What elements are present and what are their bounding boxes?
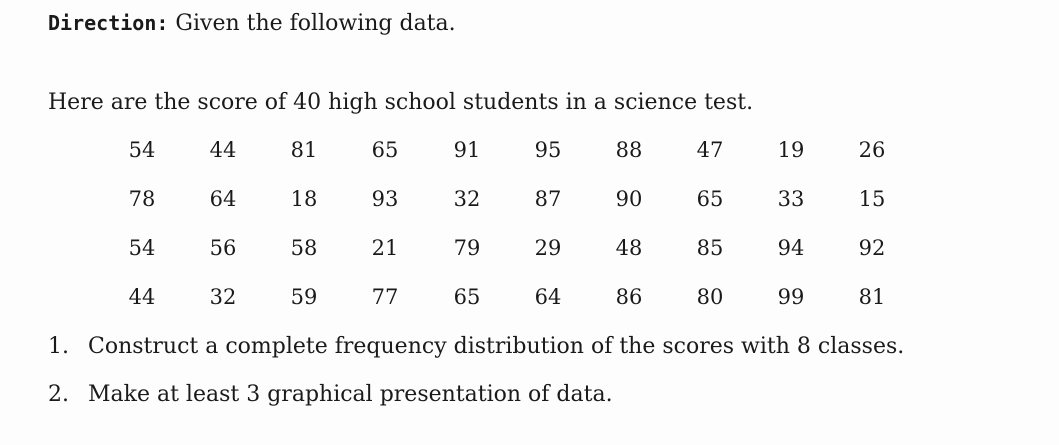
score-cell: 81 [290, 138, 318, 162]
scores-row [110, 183, 910, 232]
score-cell: 64 [534, 285, 562, 309]
task-text: Make at least 3 graphical presentation of data. [88, 382, 613, 407]
score-cell: 26 [858, 138, 886, 162]
score-cell: 79 [453, 236, 481, 260]
score-cell: 48 [615, 236, 643, 260]
task-text: Construct a complete frequency distribution of the scores with 8 classes. [88, 334, 905, 359]
score-cell: 44 [128, 285, 156, 309]
score-cell: 47 [696, 138, 724, 162]
score-cell: 85 [696, 236, 724, 260]
direction-line [48, 8, 456, 39]
score-cell: 99 [777, 285, 805, 309]
intro-text: Here are the score of 40 high school students in a science test. [48, 90, 754, 115]
scores-row [110, 134, 910, 183]
score-cell: 59 [290, 285, 318, 309]
score-cell: 92 [858, 236, 886, 260]
score-cell: 58 [290, 236, 318, 260]
score-cell: 64 [209, 187, 237, 211]
score-cell: 18 [290, 187, 318, 211]
score-cell: 80 [696, 285, 724, 309]
score-cell: 44 [209, 138, 237, 162]
score-cell: 33 [777, 187, 805, 211]
score-cell: 32 [453, 187, 481, 211]
score-cell: 29 [534, 236, 562, 260]
score-cell: 19 [777, 138, 805, 162]
score-cell: 95 [534, 138, 562, 162]
direction-text: Given the following data. [175, 11, 456, 36]
score-cell: 81 [858, 285, 886, 309]
task-item-1 [48, 332, 904, 362]
score-cell: 56 [209, 236, 237, 260]
score-cell: 93 [371, 187, 399, 211]
score-cell: 77 [371, 285, 399, 309]
score-cell: 86 [615, 285, 643, 309]
scores-row [110, 281, 910, 330]
score-cell: 15 [858, 187, 886, 211]
scores-table [110, 134, 910, 330]
score-cell: 94 [777, 236, 805, 260]
score-cell: 21 [371, 236, 399, 260]
score-cell: 78 [128, 187, 156, 211]
score-cell: 65 [371, 138, 399, 162]
scores-row [110, 232, 910, 281]
score-cell: 65 [453, 285, 481, 309]
score-cell: 88 [615, 138, 643, 162]
score-cell: 90 [615, 187, 643, 211]
score-cell: 54 [128, 236, 156, 260]
task-number: 1. [48, 334, 69, 359]
score-cell: 32 [209, 285, 237, 309]
direction-label: Direction: [48, 11, 169, 35]
score-cell: 91 [453, 138, 481, 162]
task-number: 2. [48, 382, 69, 407]
task-item-2 [48, 380, 613, 410]
score-cell: 54 [128, 138, 156, 162]
score-cell: 87 [534, 187, 562, 211]
score-cell: 65 [696, 187, 724, 211]
